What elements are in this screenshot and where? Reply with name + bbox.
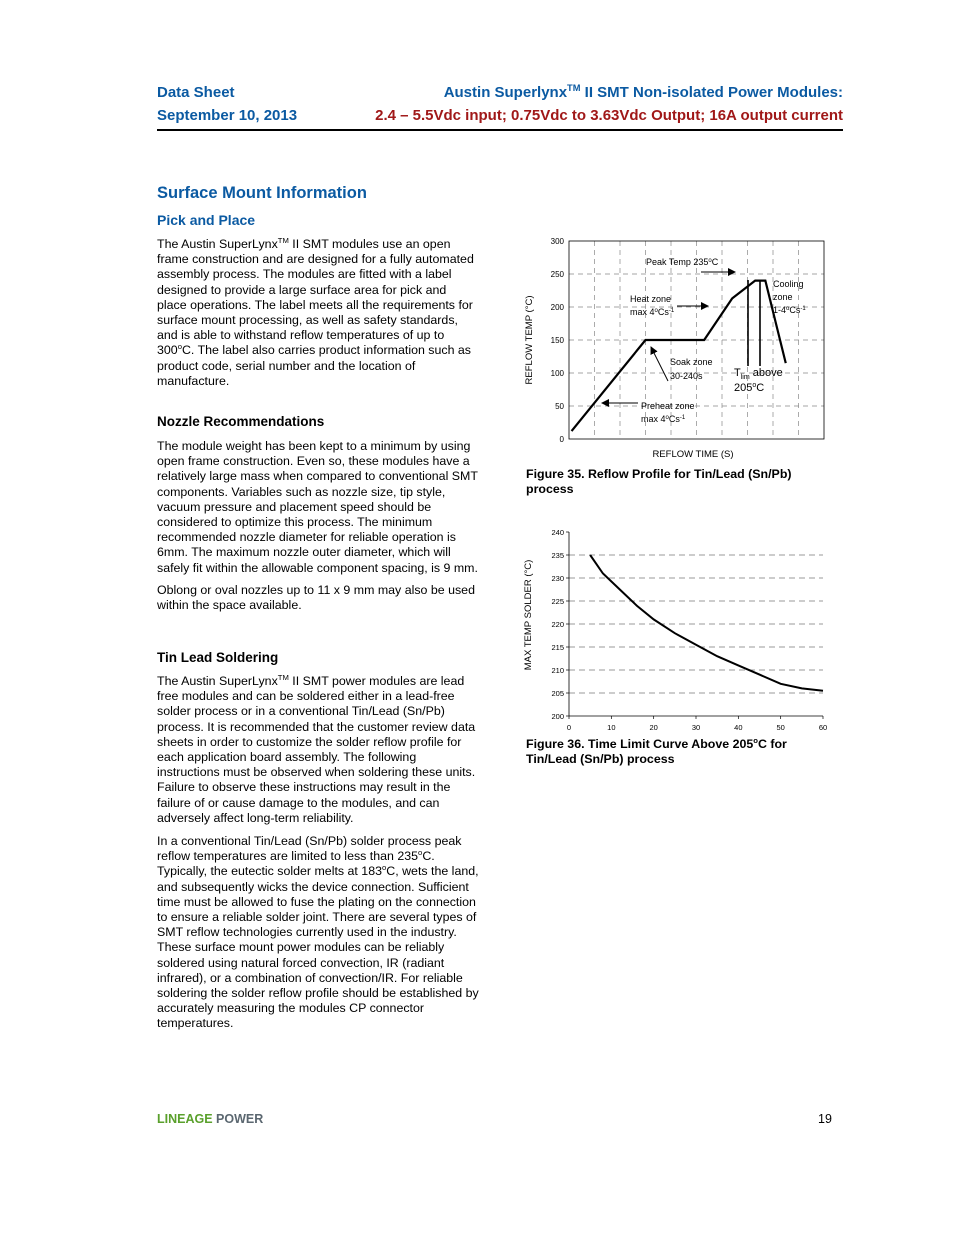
cooling-zone-label-1: Cooling [773, 279, 804, 289]
time-limit-curve [590, 555, 823, 691]
nozzle-paragraph-2: Oblong or oval nozzles up to 11 x 9 mm may also be used within the space available. [157, 582, 475, 613]
time-limit-x-tick: 0 [566, 723, 572, 732]
pick-place-heading: Pick and Place [157, 212, 256, 228]
reflow-x-axis-label: REFLOW TIME (S) [652, 449, 734, 460]
tinlead-paragraph-1: The Austin SuperLynx™ II SMT power modules are lead free modules and can be soldered either in a lead-free solder process or in a conventional Tin/Lead (Sn/Pb) process. It is recommended that the customer review data sheets in order to customize the solder reflow profile for each application board assembly. The following instructions must be observed when soldering these units. Failure to observe these instructions may result in the failure of or cause damage to the modules, and can adversely affect long-term reliability. [157, 672, 476, 825]
heat-zone-label: Heat zone [630, 294, 672, 304]
time-limit-y-tick: 230 [551, 574, 564, 583]
header-date: September 10, 2013 [157, 107, 298, 124]
time-limit-x-tick: 20 [649, 723, 658, 732]
preheat-zone-label: Preheat zone [641, 401, 695, 411]
soak-zone-label: Soak zone [670, 357, 713, 367]
header-rule [157, 129, 843, 131]
time-limit-y-tick: 220 [551, 620, 564, 629]
tlim-temp: 205$^o$C [734, 382, 765, 394]
header-product-subtitle: 2.4 – 5.5Vdc input; 0.75Vdc to 3.63Vdc Output; 16A output current [375, 107, 843, 124]
peak-temp-label: Peak Temp 235$^o$C [646, 257, 719, 267]
time-limit-y-axis-label: MAX TEMP SOLDER (°C) [523, 559, 534, 671]
time-limit-x-tick: 30 [691, 723, 701, 732]
time-limit-chart [505, 525, 835, 737]
time-limit-y-tick: 240 [551, 528, 564, 537]
time-limit-y-tick: 200 [551, 712, 564, 721]
footer-brand: LINEAGE POWER [157, 1112, 264, 1126]
time-limit-y-tick: 225 [551, 597, 564, 606]
reflow-y-tick: 100 [550, 369, 564, 378]
tlim-label: $T_{lim}$ above [734, 367, 783, 381]
soak-zone-time: 30-240s [670, 371, 703, 381]
reflow-y-tick: 0 [559, 435, 564, 444]
reflow-y-tick: 200 [550, 303, 564, 312]
tinlead-paragraph-2: In a conventional Tin/Lead (Sn/Pb) solder process peak reflow temperatures are limited to less than 235$^o$C. Typically, the eutectic solder melts at 183$^o$C, wets the land, and subsequently wicks the device connection. Sufficient time must be allowed to fuse the plating on the connection to ensure a reliable solder joint. There are several types of SMT reflow technologies currently used in the industry. These surface mount power modules can be reliably soldered using natural forced convection, IR (radiant infrared), or a combination of convection/IR. For reliable soldering the solder reflow profile should be established by accurately measuring the modules CP connector temperatures. [157, 834, 479, 1031]
header-doc-type: Data Sheet [157, 84, 235, 101]
time-limit-y-tick: 235 [551, 551, 564, 560]
header-product-title: Austin Superlynx™ II SMT Non-isolated Power Modules: [443, 83, 843, 101]
figure-35-caption: Figure 35. Reflow Profile for Tin/Lead (Sn/Pb) process [526, 467, 792, 496]
time-limit-x-tick: 50 [776, 723, 785, 732]
tinlead-heading: Tin Lead Soldering [157, 650, 279, 665]
section-title: Surface Mount Information [157, 184, 367, 202]
figure-36-caption: Figure 36. Time Limit Curve Above 205$^o$C for Tin/Lead (Sn/Pb) process [526, 735, 787, 766]
soak-zone-arrow [651, 347, 668, 381]
nozzle-text [157, 439, 479, 620]
preheat-zone-rate: $\max 4^oCs^{-1}$ [641, 414, 686, 424]
reflow-profile-chart [505, 230, 835, 464]
reflow-y-tick: 150 [550, 336, 564, 345]
heat-zone-rate: $\max 4^oCs^{-1}$ [630, 307, 675, 317]
nozzle-heading: Nozzle Recommendations [157, 414, 325, 429]
time-limit-x-tick: 40 [734, 723, 743, 732]
tinlead-text [157, 674, 479, 1039]
time-limit-y-tick: 215 [551, 643, 564, 652]
time-limit-x-tick: 10 [607, 723, 616, 732]
reflow-y-tick: 250 [550, 270, 564, 279]
page-number: 19 [818, 1112, 832, 1126]
time-limit-y-tick: 205 [551, 689, 564, 698]
time-limit-x-tick: 60 [818, 723, 828, 732]
cooling-zone-rate: $1-4^oCs^{-1}$ [773, 305, 806, 315]
reflow-y-tick: 300 [550, 237, 564, 246]
cooling-zone-label-2: zone [773, 292, 793, 302]
reflow-y-axis-label: REFLOW TEMP (°C) [524, 295, 535, 385]
time-limit-y-tick: 210 [551, 666, 564, 675]
pick-place-text: The Austin SuperLynx™ II SMT modules use an open frame construction and are designed for a fully automated assembly process. The modules are fitted with a label designed to provide a large surface area for pick and place operations. The label meets all the requirements for surface mount processing, as well as safety standards, and is able to withstand reflow temperatures of up to 300$^o$C. The label also carries product information such as product code, serial number and the location of manufacture. [157, 235, 474, 388]
reflow-y-tick: 50 [555, 402, 564, 411]
nozzle-paragraph-1: The module weight has been kept to a minimum by using open frame construction. Even so, these modules have a relatively large mass when compared to conventional SMT components. Variables such as nozzle size, tip style, vacuum pressure and placement speed should be considered to optimize this process. The minimum recommended nozzle diameter for reliable operation is 6mm. The maximum nozzle outer diameter, which will safely fit within the allowable component spacing, is 9 mm. [157, 439, 478, 575]
